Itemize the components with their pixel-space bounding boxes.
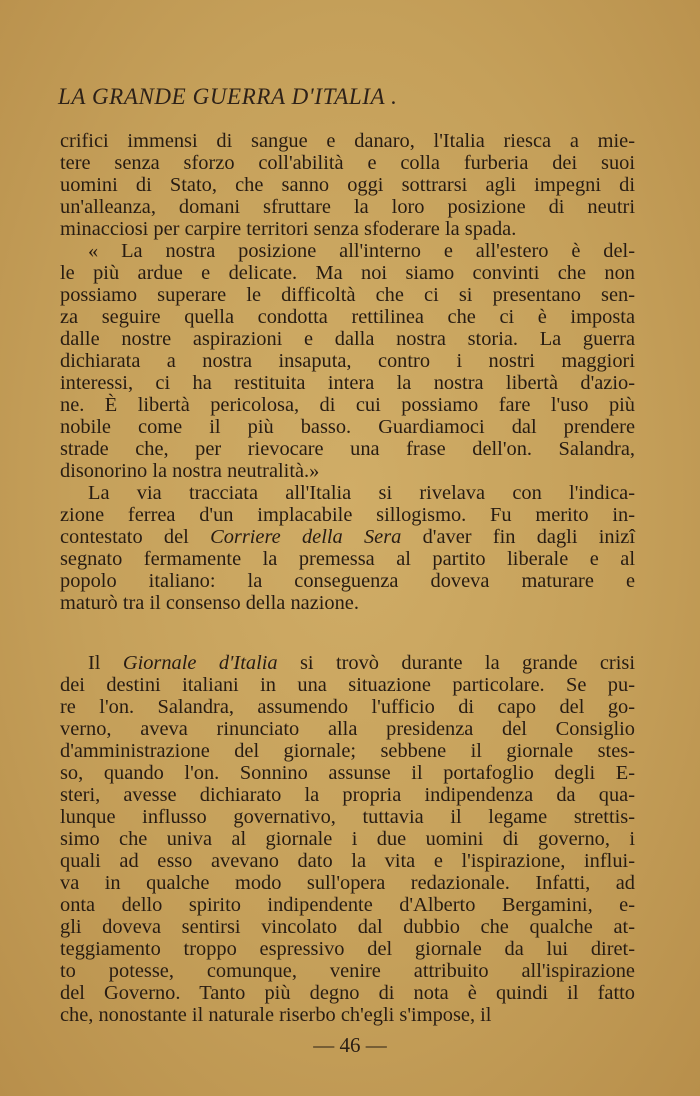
text-line: dalle nostre aspirazioni e dalla nostra storia. La guerra <box>60 328 635 350</box>
text-line: so, quando l'on. Sonnino assunse il portafoglio degli E- <box>60 762 635 784</box>
paragraph-3 <box>60 482 635 614</box>
text-line: interessi, ci ha restituita intera la nostra libertà d'azio- <box>60 372 635 394</box>
italic-title: Corriere della Sera <box>210 526 402 548</box>
text-run: contestato del <box>60 526 211 548</box>
text-line: dei destini italiani in una situazione particolare. Se pu- <box>60 674 635 696</box>
text-line: strade che, per rievocare una frase dell'on. Salandra, <box>60 438 635 460</box>
paragraph-1 <box>60 130 635 240</box>
text-line: disonorino la nostra neutralità.» <box>60 460 320 482</box>
text-line: maturò tra il consenso della nazione. <box>60 592 359 614</box>
text-line: minacciosi per carpire territori senza sfoderare la spada. <box>60 218 517 240</box>
text-line: simo che univa al giornale i due uomini di governo, i <box>60 828 635 850</box>
text-line: teggiamento troppo espressivo del giornale da lui diret- <box>60 938 635 960</box>
paragraph-4 <box>60 652 635 1026</box>
text-line <box>60 652 635 674</box>
text-line: nobile come il più basso. Guardiamoci dal prendere <box>60 416 635 438</box>
text-line: gli doveva sentirsi vincolato dal dubbio che qualche at- <box>60 916 635 938</box>
text-line: verno, aveva rinunciato alla presidenza del Consiglio <box>60 718 635 740</box>
text-line: possiamo superare le difficoltà che ci si presentano sen- <box>60 284 635 306</box>
text-line: ne. È libertà pericolosa, di cui possiamo fare l'uso più <box>60 394 635 416</box>
text-line: za seguire quella condotta rettilinea che ci è imposta <box>60 306 635 328</box>
text-line: re l'on. Salandra, assumendo l'ufficio di capo del go- <box>60 696 635 718</box>
text-line: popolo italiano: la conseguenza doveva maturare e <box>60 570 635 592</box>
paragraph-2 <box>60 240 635 482</box>
text-line: La via tracciata all'Italia si rivelava con l'indica- <box>88 482 635 504</box>
text-line: crifici immensi di sangue e danaro, l'Italia riesca a mie- <box>60 130 635 152</box>
text-line: che, nonostante il naturale riserbo ch'egli s'impose, il <box>60 1004 492 1026</box>
text-line: zione ferrea d'un implacabile sillogismo. Fu merito in- <box>60 504 635 526</box>
text-line: « La nostra posizione all'interno e all'estero è del- <box>88 240 635 262</box>
text-line: d'amministrazione del giornale; sebbene il giornale stes- <box>60 740 635 762</box>
text-run: Il <box>88 652 123 674</box>
text-line: tere senza sforzo coll'abilità e colla furberia dei suoi <box>60 152 635 174</box>
text-line: del Governo. Tanto più degno di nota è quindi il fatto <box>60 982 635 1004</box>
page-number: — 46 — <box>313 1033 387 1057</box>
text-line: segnato fermamente la premessa al partito liberale e al <box>60 548 635 570</box>
italic-title: Giornale d'Italia <box>122 652 278 674</box>
text-line: quali ad esso avevano dato la vita e l'ispirazione, influi- <box>60 850 635 872</box>
text-line <box>60 526 635 548</box>
text-line: le più ardue e delicate. Ma noi siamo convinti che non <box>60 262 635 284</box>
running-header: LA GRANDE GUERRA D'ITALIA . <box>58 84 398 109</box>
text-line: va in qualche modo sull'opera redazionale. Infatti, ad <box>60 872 635 894</box>
text-line: steri, avesse dichiarato la propria indipendenza da qua- <box>60 784 635 806</box>
text-run: d'aver fin dagli inizî <box>401 526 635 548</box>
body-text <box>60 130 635 1026</box>
text-line: un'alleanza, domani sfruttare la loro posizione di neutri <box>60 196 635 218</box>
text-line: to potesse, comunque, venire attribuito all'ispirazione <box>60 960 635 982</box>
text-line: lunque influsso governativo, tuttavia il legame strettis- <box>60 806 635 828</box>
text-line: uomini di Stato, che sanno oggi sottrarsi agli impegni di <box>60 174 635 196</box>
text-run: si trovò durante la grande crisi <box>277 652 635 674</box>
text-line: dichiarata a nostra insaputa, contro i nostri maggiori <box>60 350 635 372</box>
text-line: onta dello spirito indipendente d'Alberto Bergamini, e- <box>60 894 635 916</box>
section-gap <box>60 614 635 652</box>
